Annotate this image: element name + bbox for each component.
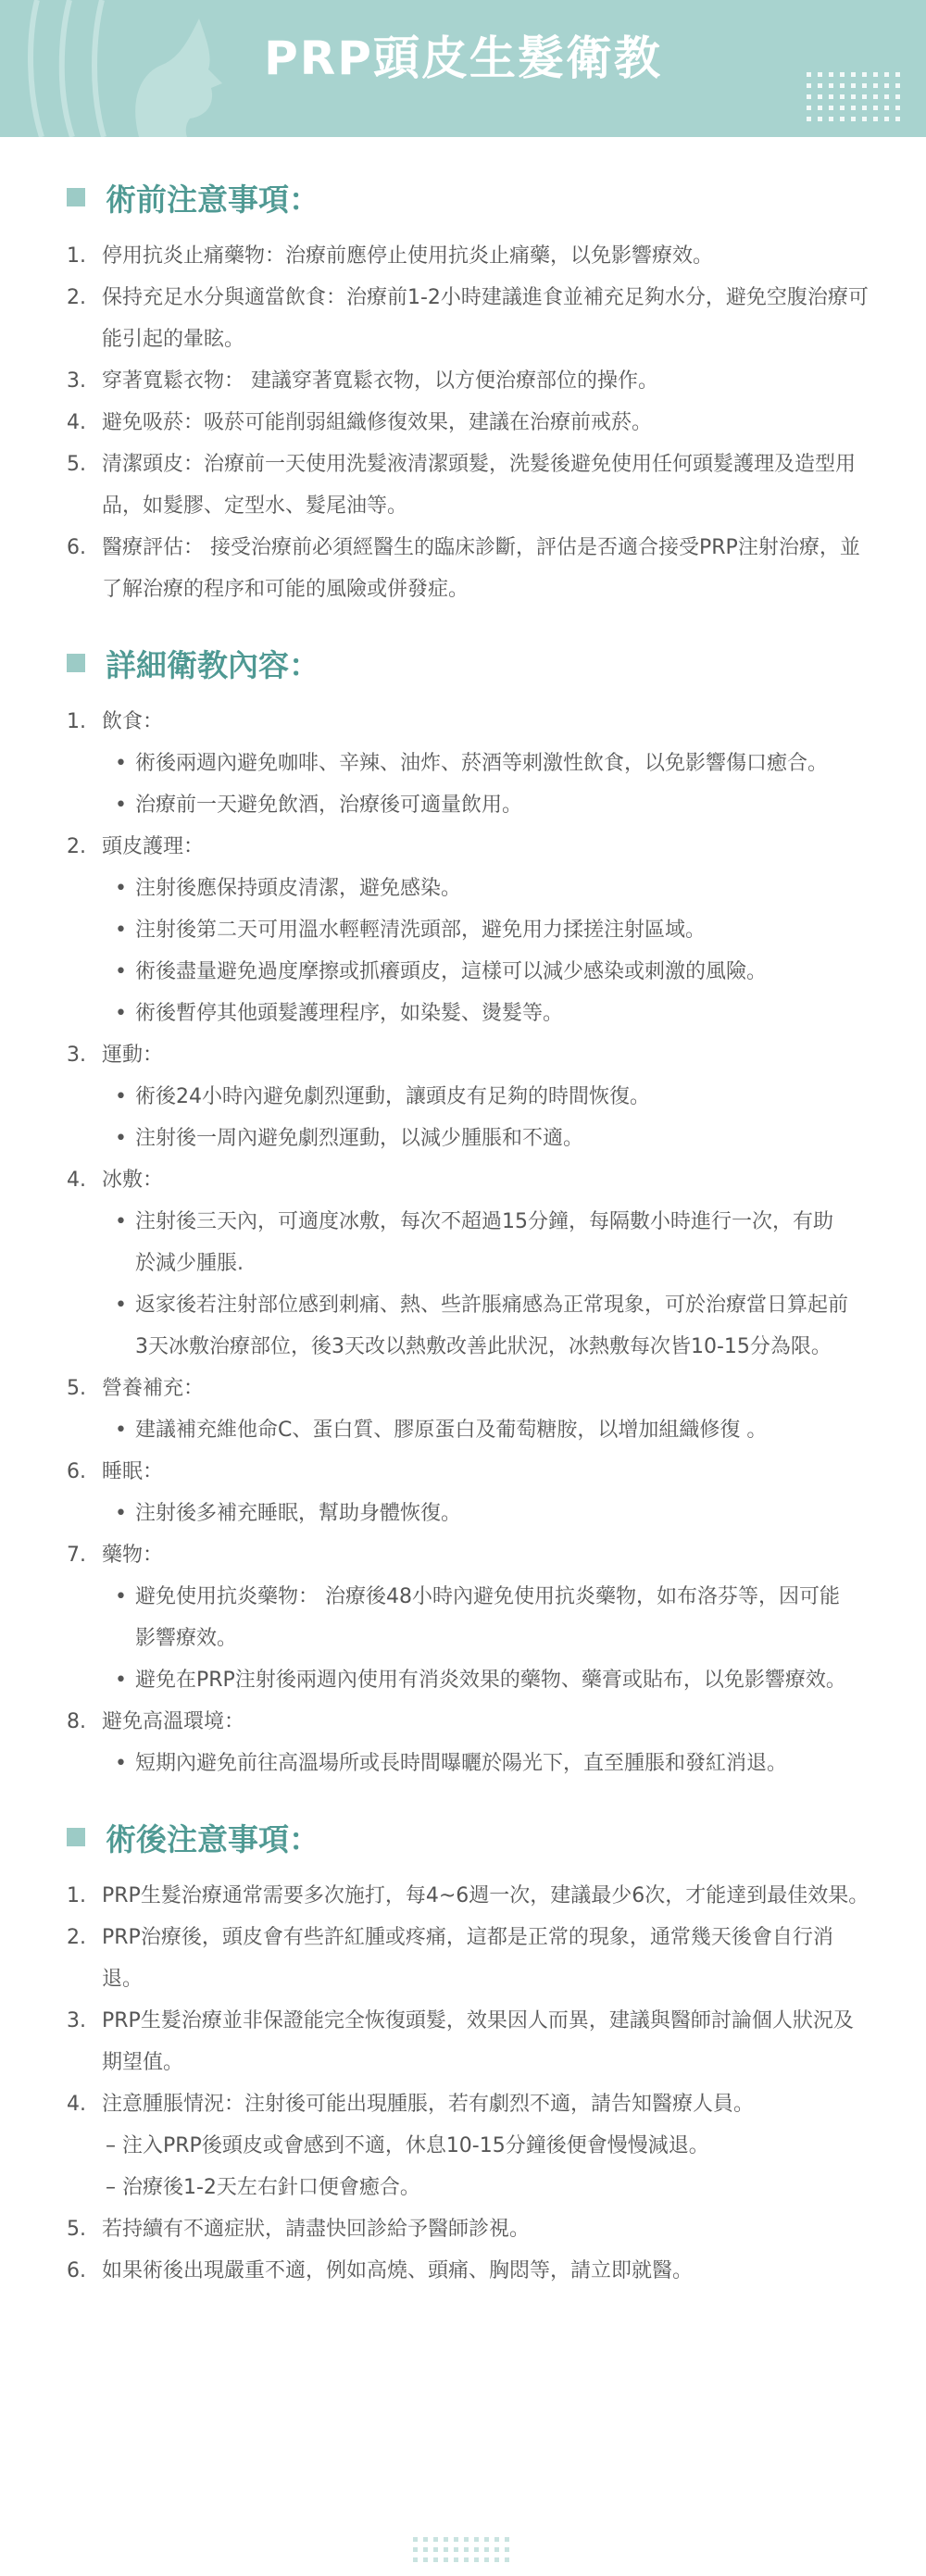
item-number: 6. — [67, 1460, 86, 1483]
dot-grid-decoration — [807, 72, 900, 121]
sub-list — [102, 1743, 870, 1784]
bullet-icon: • — [115, 1002, 127, 1025]
pre-op-section — [0, 176, 926, 610]
dot — [829, 94, 833, 99]
bullet-icon: • — [115, 1294, 127, 1317]
section-heading — [67, 176, 926, 219]
bullet-icon: • — [115, 1502, 127, 1525]
item-number: 7. — [67, 1544, 86, 1567]
sub-item-text: 術後盡量避免過度摩擦或抓癢頭皮，這樣可以減少感染或刺激的風險。 — [135, 960, 768, 983]
item-label: 睡眠： — [102, 1460, 164, 1483]
dot — [454, 2547, 458, 2552]
bullet-icon: • — [115, 1127, 127, 1150]
dot — [505, 2557, 509, 2562]
list-item — [0, 1034, 926, 1159]
dot — [884, 83, 889, 88]
item-label: 避免高溫環境： — [102, 1710, 245, 1733]
item-number: 2. — [67, 835, 86, 858]
sub-item — [109, 993, 870, 1034]
section-title: 術後注意事項： — [106, 1820, 319, 1857]
dot — [474, 2537, 479, 2542]
sub-item-text: 注射後應保持頭皮清潔，避免感染。 — [135, 877, 462, 900]
list-item — [0, 360, 926, 402]
dot — [818, 94, 822, 99]
dot — [840, 94, 845, 99]
square-bullet-icon — [67, 188, 85, 206]
section-title: 術前注意事項： — [106, 181, 319, 218]
bullet-icon: • — [115, 1669, 127, 1692]
sub-item-text: 術後暫停其他頭髮護理程序，如染髮、燙髮等。 — [135, 1002, 564, 1025]
item-text: 如果術後出現嚴重不適，例如高燒、頭痛、胸悶等，請立即就醫。 — [102, 2259, 694, 2282]
item-text: PRP治療後，頭皮會有些許紅腫或疼痛，這都是正常的現象，通常幾天後會自行消退。 — [102, 1926, 833, 1991]
dot — [423, 2557, 428, 2562]
item-text: 若持續有不適症狀，請盡快回診給予醫師診視。 — [102, 2218, 531, 2241]
item-number: 4. — [67, 411, 86, 434]
dot — [474, 2557, 479, 2562]
dot — [818, 106, 822, 110]
item-number: 1. — [67, 244, 86, 268]
sub-item — [109, 1659, 870, 1701]
sub-list — [102, 1076, 870, 1159]
dot — [433, 2547, 438, 2552]
dot — [895, 106, 900, 110]
dot — [423, 2547, 428, 2552]
list-item — [0, 1701, 926, 1784]
bullet-icon: • — [115, 1585, 127, 1608]
list-item — [0, 2083, 926, 2208]
bullet-icon: • — [115, 877, 127, 900]
item-label: 飲食： — [102, 710, 164, 733]
sub-item-text: 短期內避免前往高溫場所或長時間曝曬於陽光下，直至腫脹和發紅消退。 — [135, 1752, 788, 1775]
dot — [895, 117, 900, 121]
list-item — [0, 2208, 926, 2250]
dot — [807, 83, 811, 88]
dot — [873, 106, 878, 110]
dot — [494, 2557, 499, 2562]
sub-item — [109, 951, 870, 993]
sub-item-text: 注射後多補充睡眠，幫助身體恢復。 — [135, 1502, 462, 1525]
sub-item-text: 注射後三天內，可適度冰敷，每次不超過15分鐘，每隔數小時進行一次，有助於減少腫脹. — [135, 1210, 833, 1275]
dot — [840, 72, 845, 77]
item-number: 5. — [67, 453, 86, 476]
dot — [895, 83, 900, 88]
dot — [862, 94, 867, 99]
dot — [444, 2557, 448, 2562]
item-number: 2. — [67, 1926, 86, 1949]
item-text: 清潔頭皮：治療前一天使用洗髮液清潔頭髮，洗髮後避免使用任何頭髮護理及造型用品，如髮膠、定型水、髮尾油等。 — [102, 453, 857, 518]
dot — [444, 2547, 448, 2552]
dot — [829, 83, 833, 88]
bullet-icon: • — [115, 960, 127, 983]
dot — [840, 83, 845, 88]
sub-list — [102, 1409, 870, 1451]
item-number: 3. — [67, 1044, 86, 1067]
sub-item — [109, 743, 870, 784]
dot — [829, 106, 833, 110]
dot — [862, 72, 867, 77]
sub-list — [102, 1493, 870, 1534]
item-label: 冰敷： — [102, 1169, 164, 1192]
dot — [484, 2557, 489, 2562]
item-label: 運動： — [102, 1044, 164, 1067]
sub-list — [102, 868, 870, 1034]
item-number: 6. — [67, 2259, 86, 2282]
sub-item-text: 避免使用抗炎藥物： 治療後48小時內避免使用抗炎藥物，如布洛芬等，因可能影響療效。 — [135, 1585, 840, 1650]
item-text: 避免吸菸：吸菸可能削弱組織修復效果，建議在治療前戒菸。 — [102, 411, 653, 434]
dot — [807, 94, 811, 99]
dot — [895, 94, 900, 99]
item-text: PRP生髮治療並非保證能完全恢復頭髮，效果因人而異，建議與醫師討論個人狀況及期望值。 — [102, 2009, 854, 2074]
sub-item — [109, 784, 870, 826]
dot — [884, 117, 889, 121]
sub-item-text: 治療前一天避免飲酒，治療後可適量飲用。 — [135, 794, 523, 817]
list-item — [0, 2250, 926, 2292]
sub-item-text: 術後24小時內避免劇烈運動，讓頭皮有足夠的時間恢復。 — [135, 1085, 650, 1108]
section-heading — [67, 642, 926, 684]
dot — [873, 117, 878, 121]
details-section — [0, 642, 926, 1784]
sub-item — [109, 1284, 870, 1368]
dot — [807, 106, 811, 110]
item-number: 3. — [67, 369, 86, 393]
post-op-list — [0, 1875, 926, 2292]
dot — [464, 2557, 469, 2562]
list-item — [0, 1917, 926, 2000]
item-number: 8. — [67, 1710, 86, 1733]
bullet-icon: • — [115, 1085, 127, 1108]
dot — [454, 2537, 458, 2542]
item-label: 頭皮護理： — [102, 835, 205, 858]
dot — [413, 2547, 418, 2552]
sub-item-text: 注射後一周內避免劇烈運動，以減少腫脹和不適。 — [135, 1127, 584, 1150]
dot — [862, 83, 867, 88]
item-text: 醫療評估： 接受治療前必須經醫生的臨床診斷，評估是否適合接受PRP注射治療，並了解治療的程序和可能的風險或併發症。 — [102, 536, 860, 601]
dot — [851, 94, 856, 99]
square-bullet-icon — [67, 1828, 85, 1846]
dot — [413, 2557, 418, 2562]
pre-op-list — [0, 235, 926, 610]
sub-item-text: 避免在PRP注射後兩週內使用有消炎效果的藥物、藥膏或貼布，以免影響療效。 — [135, 1669, 846, 1692]
dot — [807, 117, 811, 121]
item-number: 3. — [67, 2009, 86, 2032]
dot — [818, 117, 822, 121]
page-title: PRP頭皮生髮衛教 — [264, 31, 662, 85]
sub-list — [102, 743, 870, 826]
dot — [484, 2537, 489, 2542]
sub-item — [109, 909, 870, 951]
list-item — [0, 701, 926, 826]
footer-dot-grid-decoration — [413, 2537, 509, 2562]
dot — [433, 2537, 438, 2542]
dot — [464, 2537, 469, 2542]
dot — [413, 2537, 418, 2542]
dot — [454, 2557, 458, 2562]
dot — [884, 106, 889, 110]
sub-list — [102, 1201, 870, 1368]
dot — [829, 117, 833, 121]
dot — [433, 2557, 438, 2562]
item-number: 1. — [67, 710, 86, 733]
dot — [505, 2537, 509, 2542]
dot — [851, 117, 856, 121]
dash-note: – 注入PRP後頭皮或會感到不適，休息10-15分鐘後便會慢慢減退。 — [106, 2134, 709, 2157]
dot — [851, 83, 856, 88]
dot — [494, 2547, 499, 2552]
item-text: PRP生髮治療通常需要多次施打，每4~6週一次，建議最少6次，才能達到最佳效果。 — [102, 1884, 870, 1907]
item-number: 2. — [67, 286, 86, 309]
item-text: 保持充足水分與適當飲食：治療前1-2小時建議進食並補充足夠水分，避免空腹治療可能引起的暈眩。 — [102, 286, 869, 351]
dot — [474, 2547, 479, 2552]
dot — [807, 72, 811, 77]
bullet-icon: • — [115, 1752, 127, 1775]
item-text: 穿著寬鬆衣物： 建議穿著寬鬆衣物，以方便治療部位的操作。 — [102, 369, 658, 393]
dot — [829, 72, 833, 77]
bullet-icon: • — [115, 1210, 127, 1233]
bullet-icon: • — [115, 794, 127, 817]
sub-item — [109, 1743, 870, 1784]
dot — [818, 83, 822, 88]
dot — [494, 2537, 499, 2542]
dot — [484, 2547, 489, 2552]
dot — [884, 94, 889, 99]
sub-item-text: 術後兩週內避免咖啡、辛辣、油炸、菸酒等刺激性飲食，以免影響傷口癒合。 — [135, 752, 829, 775]
list-item — [0, 1875, 926, 1917]
content — [0, 176, 926, 2323]
dot — [464, 2547, 469, 2552]
details-list — [0, 701, 926, 1784]
sub-item-text: 建議補充維他命C、蛋白質、膠原蛋白及葡萄糖胺，以增加組織修復 。 — [135, 1419, 768, 1442]
bullet-icon: • — [115, 1419, 127, 1442]
item-number: 4. — [67, 1169, 86, 1192]
dot — [862, 117, 867, 121]
sub-item — [109, 1409, 870, 1451]
square-bullet-icon — [67, 654, 85, 672]
dot — [505, 2547, 509, 2552]
sub-item — [109, 1201, 870, 1284]
item-number: 5. — [67, 1377, 86, 1400]
dot — [444, 2537, 448, 2542]
item-number: 4. — [67, 2093, 86, 2116]
list-item — [0, 277, 926, 360]
item-number: 1. — [67, 1884, 86, 1907]
sub-item — [109, 1118, 870, 1159]
dot — [873, 83, 878, 88]
bullet-icon: • — [115, 919, 127, 942]
list-item — [0, 402, 926, 444]
sub-item — [109, 1576, 870, 1659]
list-item — [0, 1368, 926, 1451]
list-item — [0, 2000, 926, 2083]
section-heading — [67, 1816, 926, 1858]
dot — [862, 106, 867, 110]
dot — [851, 72, 856, 77]
dash-note: – 治療後1-2天左右針口便會癒合。 — [106, 2176, 420, 2199]
dot — [851, 106, 856, 110]
sub-item-text: 注射後第二天可用溫水輕輕清洗頭部，避免用力揉搓注射區域。 — [135, 919, 707, 942]
dot — [884, 72, 889, 77]
list-item — [0, 826, 926, 1034]
section-title: 詳細衛教內容： — [106, 646, 319, 683]
dot — [840, 106, 845, 110]
item-text: 注意腫脹情況：注射後可能出現腫脹，若有劇烈不適，請告知醫療人員。 — [102, 2093, 755, 2116]
dot — [895, 72, 900, 77]
dot — [873, 72, 878, 77]
list-item — [0, 235, 926, 277]
list-item — [0, 444, 926, 527]
item-label: 藥物： — [102, 1544, 164, 1567]
dot — [840, 117, 845, 121]
bullet-icon: • — [115, 752, 127, 775]
item-number: 6. — [67, 536, 86, 559]
sub-item — [109, 1493, 870, 1534]
item-label: 營養補充： — [102, 1377, 205, 1400]
post-op-section — [0, 1816, 926, 2292]
list-item — [0, 1451, 926, 1534]
list-item — [0, 527, 926, 610]
list-item — [0, 1534, 926, 1701]
sub-item — [109, 1076, 870, 1118]
sub-item-text: 返家後若注射部位感到刺痛、熱、些許脹痛感為正常現象，可於治療當日算起前3天冰敷治療部位，後3天改以熱敷改善此狀況，冰熱敷每次皆10-15分為限。 — [135, 1294, 849, 1358]
dot — [818, 72, 822, 77]
item-number: 5. — [67, 2218, 86, 2241]
sub-list — [102, 1576, 870, 1701]
item-text: 停用抗炎止痛藥物：治療前應停止使用抗炎止痛藥，以免影響療效。 — [102, 244, 714, 268]
dot — [423, 2537, 428, 2542]
list-item — [0, 1159, 926, 1368]
sub-item — [109, 868, 870, 909]
dot — [873, 94, 878, 99]
page-header — [0, 0, 926, 137]
